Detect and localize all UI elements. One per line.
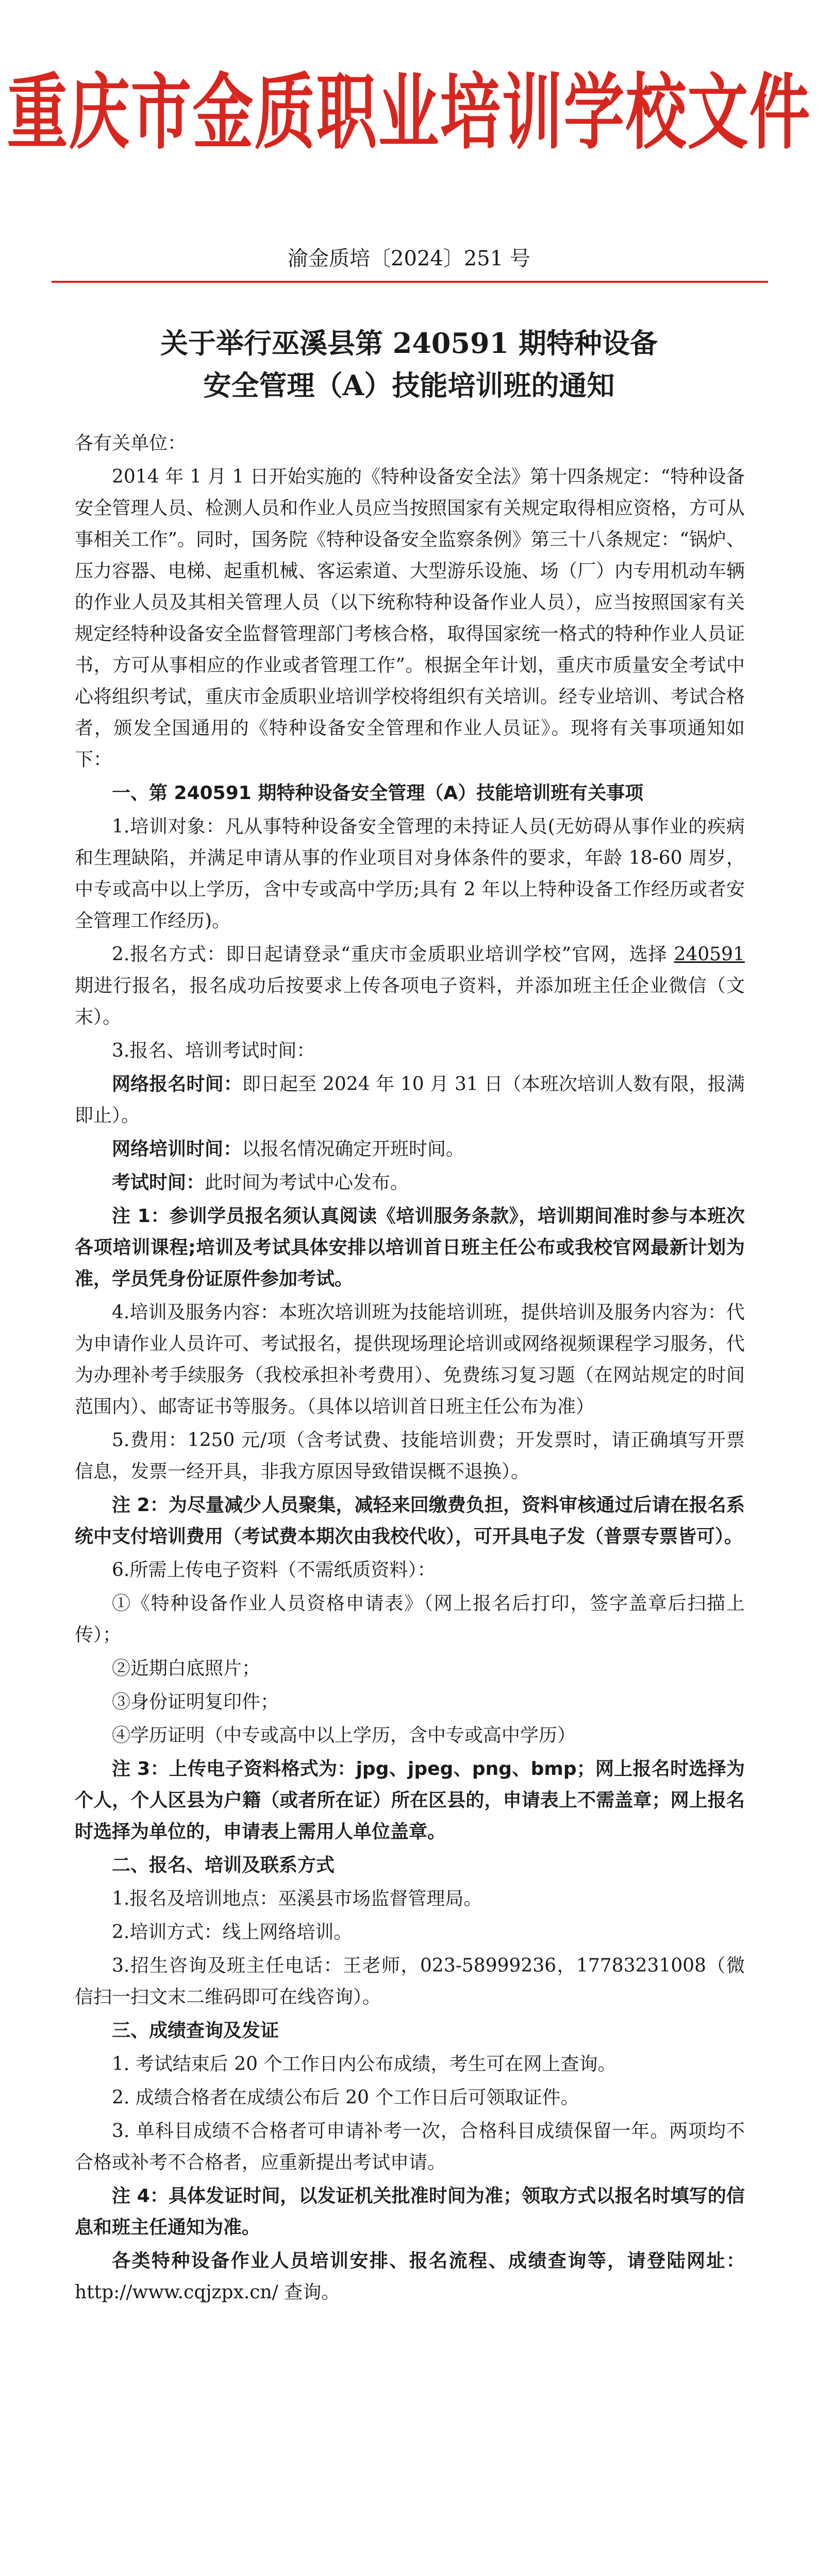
closing-text: 各类特种设备作业人员培训安排、报名流程、成绩查询等，请登陆网址： [112,2250,745,2272]
closing-paragraph [75,2245,745,2308]
period-number: 240591 [674,944,745,965]
exam-time-label: 考试时间： [112,1172,205,1193]
required-doc-4: ④学历证明（中专或高中以上学历，含中专或高中学历） [112,1725,576,1746]
s1-item-1: 1.培训对象：凡从事特种设备安全管理的未持证人员(无妨碍从事作业的疾病和生理缺陷，并满足申请从事的作业项目对身体条件的要求，年龄 18-60 周岁，中专或高中以上学历，含中专或高中学历;具有 2 年以上特种设备工作经历或者安全管理工作经历)。 [75,816,745,931]
note-3: 注 3：上传电子资料格式为：jpg、jpeg、png、bmp；网上报名时选择为个人，个人区县为户籍（或者所在证）所在区县的，申请表上不需盖章；网上报名时选择为单位的，申请表上需用人单位盖章。 [75,1758,745,1842]
document-title [0,322,818,406]
document-body [75,428,745,2310]
required-doc-2: ②近期白底照片； [112,1658,261,1679]
website-link[interactable]: http://www.cqjzpx.cn/ [75,2282,278,2303]
s3-item-3: 3. 单科目成绩不合格者可申请补考一次，合格科目成绩保留一年。两项均不合格或补考不合格者，应重新提出考试申请。 [75,2121,745,2173]
exam-time-value: 此时间为考试中心发布。 [205,1172,409,1193]
salutation: 各有关单位： [75,433,187,454]
required-doc-1: ①《特种设备作业人员资格申请表》（网上报名后打印，签字盖章后扫描上传）； [75,1593,745,1646]
note-1: 注 1：参训学员报名须认真阅读《培训服务条款》，培训期间准时参与本班次各项培训课程;培训及考试具体安排以培训首日班主任公布或我校官网最新计划为准，学员凭身份证原件参加考试。 [75,1206,745,1290]
s3-item-1: 1. 考试结束后 20 个工作日内公布成绩，考生可在网上查询。 [112,2054,616,2075]
intro-paragraph: 2014 年 1 月 1 日开始实施的《特种设备安全法》第十四条规定：“特种设备安全管理人员、检测人员和作业人员应当按照国家有关规定取得相应资格，方可从事相关工作”。同时，国务院《特种设备安全监察条例》第三十八条规定：“锅炉、压力容器、电梯、起重机械、客运索道、大型游乐设施、场（厂）内专用机动车辆的作业人员及其相关管理人员（以下统称特种设备作业人员），应当按照国家有关规定经特种设备安全监督管理部门考核合格，取得国家统一格式的特种作业人员证书，方可从事相应的作业或者管理工作”。根据全年计划，重庆市质量安全考试中心将组织考试，重庆市金质职业培训学校将组织有关培训。经专业培训、考试合格者，颁发全国通用的《特种设备安全管理和作业人员证》。现将有关事项通知如下： [75,466,745,770]
exam-time [75,1167,745,1198]
s3-item-2: 2. 成绩合格者在成绩公布后 20 个工作日后可领取证件。 [112,2087,579,2108]
signup-time-label: 网络报名时间： [112,1074,242,1095]
s1-item-6: 6.所需上传电子资料（不需纸质资料）： [112,1560,436,1581]
required-doc-3: ③身份证明复印件； [112,1691,279,1713]
note-2: 注 2：为尽量减少人员聚集，减轻来回缴费负担，资料审核通过后请在报名系统中支付培训费用（考试费本期次由我校代收），可开具电子发（普票专票皆可）。 [75,1495,745,1547]
s2-item-2: 2.培训方式：线上网络培训。 [112,1922,353,1943]
section-2-heading: 二、报名、培训及联系方式 [112,1855,335,1876]
signup-time-value: 即日起至 2024 年 10 月 31 日（本班次培训人数有限，报满即止）。 [75,1074,745,1126]
s1-item-3: 3.报名、培训考试时间： [112,1040,315,1061]
s2-item-3: 3.招生咨询及班主任电话：王老师，023-58999236，17783231008（微信扫一扫文末二维码即可在线咨询）。 [75,1955,745,2008]
s1-item-2 [75,939,745,1033]
section-1-heading: 一、第 240591 期特种设备安全管理（A）技能培训班有关事项 [112,783,644,804]
training-time-value: 以报名情况确定开班时间。 [242,1139,465,1160]
title-line-2: 安全管理（A）技能培训班的通知 [203,369,615,402]
signup-time [75,1069,745,1131]
doc-number: 渝金质培〔2024〕251 号 [288,247,530,270]
header-red-rule [52,281,768,283]
section-3-heading: 三、成绩查询及发证 [112,2020,279,2041]
note-4: 注 4：具体发证时间，以发证机关批准时间为准；领取方式以报名时填写的信息和班主任通知为准。 [75,2185,745,2238]
s1-item-2-post: 期进行报名，报名成功后按要求上传各项电子资料，并添加班主任企业微信（文末）。 [75,975,745,1028]
closing-tail: 查询。 [278,2282,340,2303]
org-header-title: 重庆市金质职业培训学校文件 [7,64,811,161]
s1-item-4: 4.培训及服务内容：本班次培训班为技能培训班，提供培训及服务内容为：代为申请作业人员许可、考试报名，提供现场理论培训或网络视频课程学习服务，代为办理补考手续服务（我校承担补考费用）、免费练习复习题（在网站规定的时间范围内）、邮寄证书等服务。（具体以培训首日班主任公布为准） [75,1302,745,1417]
training-time [75,1133,745,1165]
s1-item-5: 5.费用：1250 元/项（含考试费、技能培训费；开发票时，请正确填写开票信息，发票一经开具，非我方原因导致错误概不退换）。 [75,1430,745,1482]
s2-item-1: 1.报名及培训地点：巫溪县市场监督管理局。 [112,1888,482,1909]
s1-item-2-pre: 2.报名方式：即日起请登录“重庆市金质职业培训学校”官网，选择 [112,944,674,965]
training-time-label: 网络培训时间： [112,1139,242,1160]
title-line-1: 关于举行巫溪县第 240591 期特种设备 [160,327,658,360]
